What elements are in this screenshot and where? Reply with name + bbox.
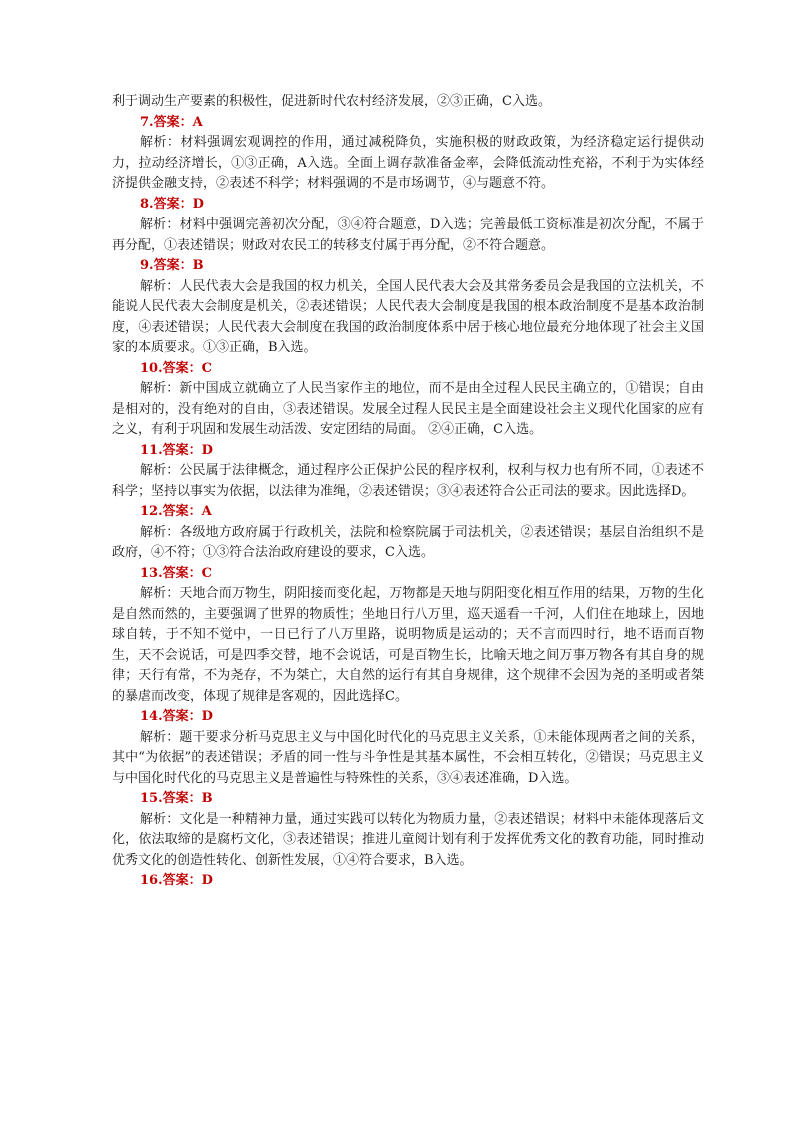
explanation-11: 解析：公民属于法律概念，通过程序公正保护公民的程序权利，权利与权力也有所不同，①表述不科学；坚持以事实为依据，以法律为准绳，②表述错误；③④表述符合公正司法的要求。因此选择D。 (112, 463, 704, 499)
explanation-13: 解析：天地合而万物生，阴阳接而变化起，万物都是天地与阴阳变化相互作用的结果，万物的生化是自然而然的，主要强调了世界的物质性；坐地日行八万里，巡天遥看一千河，人们住在地球上，因地球自转，于不知不觉中，一日已行了八万里路，说明物质是运动的；天不言而四时行，地不语而百物生，天不会说话，可是四季交替，地不会说话，可是百物生长，比喻天地之间万事万物各有其自身的规律；天行有常，不为尧存，不为桀亡，大自然的运行有其自身规律，这个规律不会因为尧的圣明或者桀的暴虐而改变，体现了规律是客观的，因此选择C。 (112, 586, 704, 704)
explanation-7: 解析：材料强调宏观调控的作用，通过减税降负，实施积极的财政政策，为经济稳定运行提供动力，拉动经济增长，①③正确，A入选。全面上调存款准备金率，会降低流动性充裕，不利于为实体经济提供金融支持，②表述不科学；材料强调的不是市场调节，④与题意不符。 (112, 135, 704, 191)
answer-8: 8.答案：D (140, 196, 204, 212)
explanation-9: 解析：人民代表大会是我国的权力机关，全国人民代表大会及其常务委员会是我国的立法机关，不能说人民代表大会制度是机关，②表述错误；人民代表大会制度是我国的根本政治制度不是基本政治制度，④表述错误；人民代表大会制度在我国的政治制度体系中居于核心地位最充分地体现了社会主义国家的本质要求。①③正确，B入选。 (112, 278, 704, 355)
answer-13: 13.答案：C (140, 565, 212, 581)
answer-10: 10.答案：C (140, 360, 212, 376)
answer-14: 14.答案：D (140, 709, 213, 724)
answer-9: 9.答案：B (140, 258, 204, 273)
explanation-12: 解析：各级地方政府属于行政机关，法院和检察院属于司法机关，②表述错误；基层自治组织不是政府，④不符；①③符合法治政府建设的要求，C入选。 (112, 524, 704, 560)
explanation-15: 解析：文化是一种精神力量，通过实践可以转化为物质力量，②表述错误；材料中未能体现落后文化，依法取缔的是腐朽文化，③表述错误；推进儿童阅计划有利于发挥优秀文化的教育功能，同时推动优秀文化的创造性转化、创新性发展，①④符合要求，B入选。 (112, 811, 704, 868)
answer-12: 12.答案：A (140, 504, 212, 519)
explanation-8: 解析：材料中强调完善初次分配，③④符合题意，D入选；完善最低工资标准是初次分配，不属于再分配，①表述错误；财政对农民工的转移支付属于再分配，②不符合题意。 (112, 217, 704, 253)
explanation-10: 解析：新中国成立就确立了人民当家作主的地位，而不是由全过程人民民主确立的，①错误；自由是相对的，没有绝对的自由，③表述错误。发展全过程人民民主是全面建设社会主义现代化国家的应有之义，有利于巩固和发展生动活泼、安定团结的局面。 ②④正确，C入选。 (112, 381, 704, 437)
answer-15: 15.答案：B (140, 791, 213, 806)
answer-11: 11.答案：D (140, 442, 213, 458)
explanation-14: 解析：题干要求分析马克思主义与中国化时代化的马克思主义关系，①未能体现两者之间的关系，其中“为依据”的表述错误；矛盾的同一性与斗争性是其基本属性，不会相互转化，②错误；马克思主义与中国化时代化的马克思主义是普遍性与特殊性的关系，③④表述准确，D入选。 (112, 729, 704, 786)
answer-16: 16.答案：D (140, 873, 213, 888)
intro-paragraph: 利于调动生产要素的积极性，促进新时代农村经济发展，②③正确，C入选。 (112, 94, 551, 109)
answer-7: 7.答案：A (140, 114, 203, 130)
